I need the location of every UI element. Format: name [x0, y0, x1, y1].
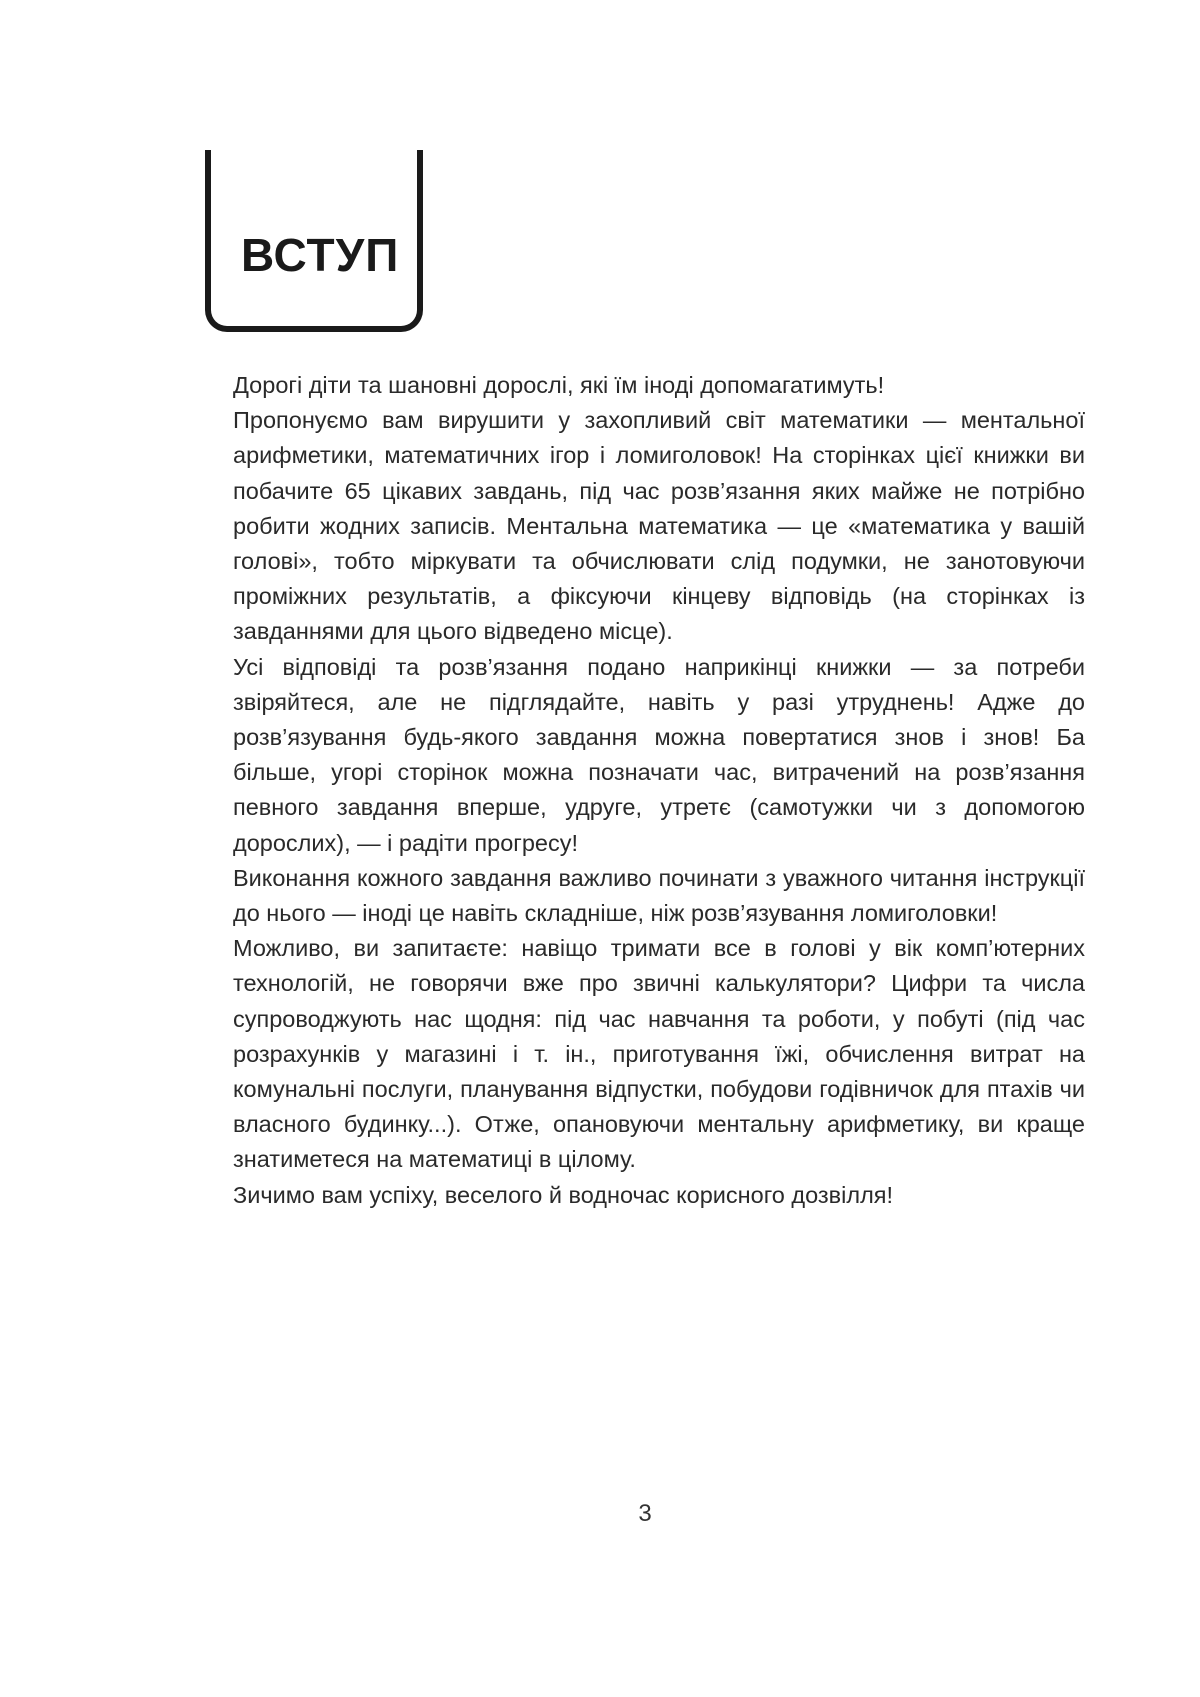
paragraph-why: Можливо, ви запитаєте: навіщо тримати все в голові у вік комп’ютерних технологій, не говорячи вже про звичні калькулятори? Цифри та числа супроводжують нас щодня: під час навчання та роботи, у побуті (під час розрахунків у магазині і т. ін., приготування їжі, обчислення витрат на комунальні послуги, планування відпустки, побудови годівничок для птахів чи власного будинку...). Отже, опановуючи ментальну арифметику, ви краще знатиметеся на математиці в цілому. [233, 935, 1085, 1173]
paragraph-wishes: Зичимо вам успіху, веселого й водночас корисного дозвілля! [233, 1181, 894, 1208]
paragraph-greeting: Дорогі діти та шановні дорослі, які їм іноді допомагатимуть! [233, 372, 885, 398]
chapter-header-box [205, 150, 423, 332]
page-number: 3 [638, 1500, 652, 1527]
paragraph-proposal: Пропонуємо вам вирушити у захопливий світ математики — ментальної арифметики, математичних ігор і ломиголовок! На сторінках цієї книжки ви побачите 65 цікавих завдань, під час розв’язання яких майже не потрібно робити жодних записів. Ментальна математика — це «математика у вашій голові», тобто міркувати та обчислювати слід подумки, не занотовуючи проміжних результатів, а фіксуючи кінцеву відповідь (на сторінках із завданнями для цього відведено місце). [233, 407, 1085, 645]
intro-text [233, 368, 1085, 1213]
paragraph-instructions: Виконання кожного завдання важливо починати з уважного читання інструкції до нього — іноді це навіть складніше, ніж розв’язування ломиголовки! [233, 864, 1085, 927]
chapter-title: ВСТУП [241, 229, 400, 281]
paragraph-answers: Усі відповіді та розв’язання подано наприкінці книжки — за потреби звіряйтеся, але не підглядайте, навіть у разі утруднень! Адже до розв’язування будь-якого завдання можна повертатися знов і знов! Ба більше, угорі сторінок можна позначати час, витрачений на розв’язання певного завдання вперше, удруге, утретє (самотужки чи з допомогою дорослих), — і радіти прогресу! [233, 653, 1085, 856]
